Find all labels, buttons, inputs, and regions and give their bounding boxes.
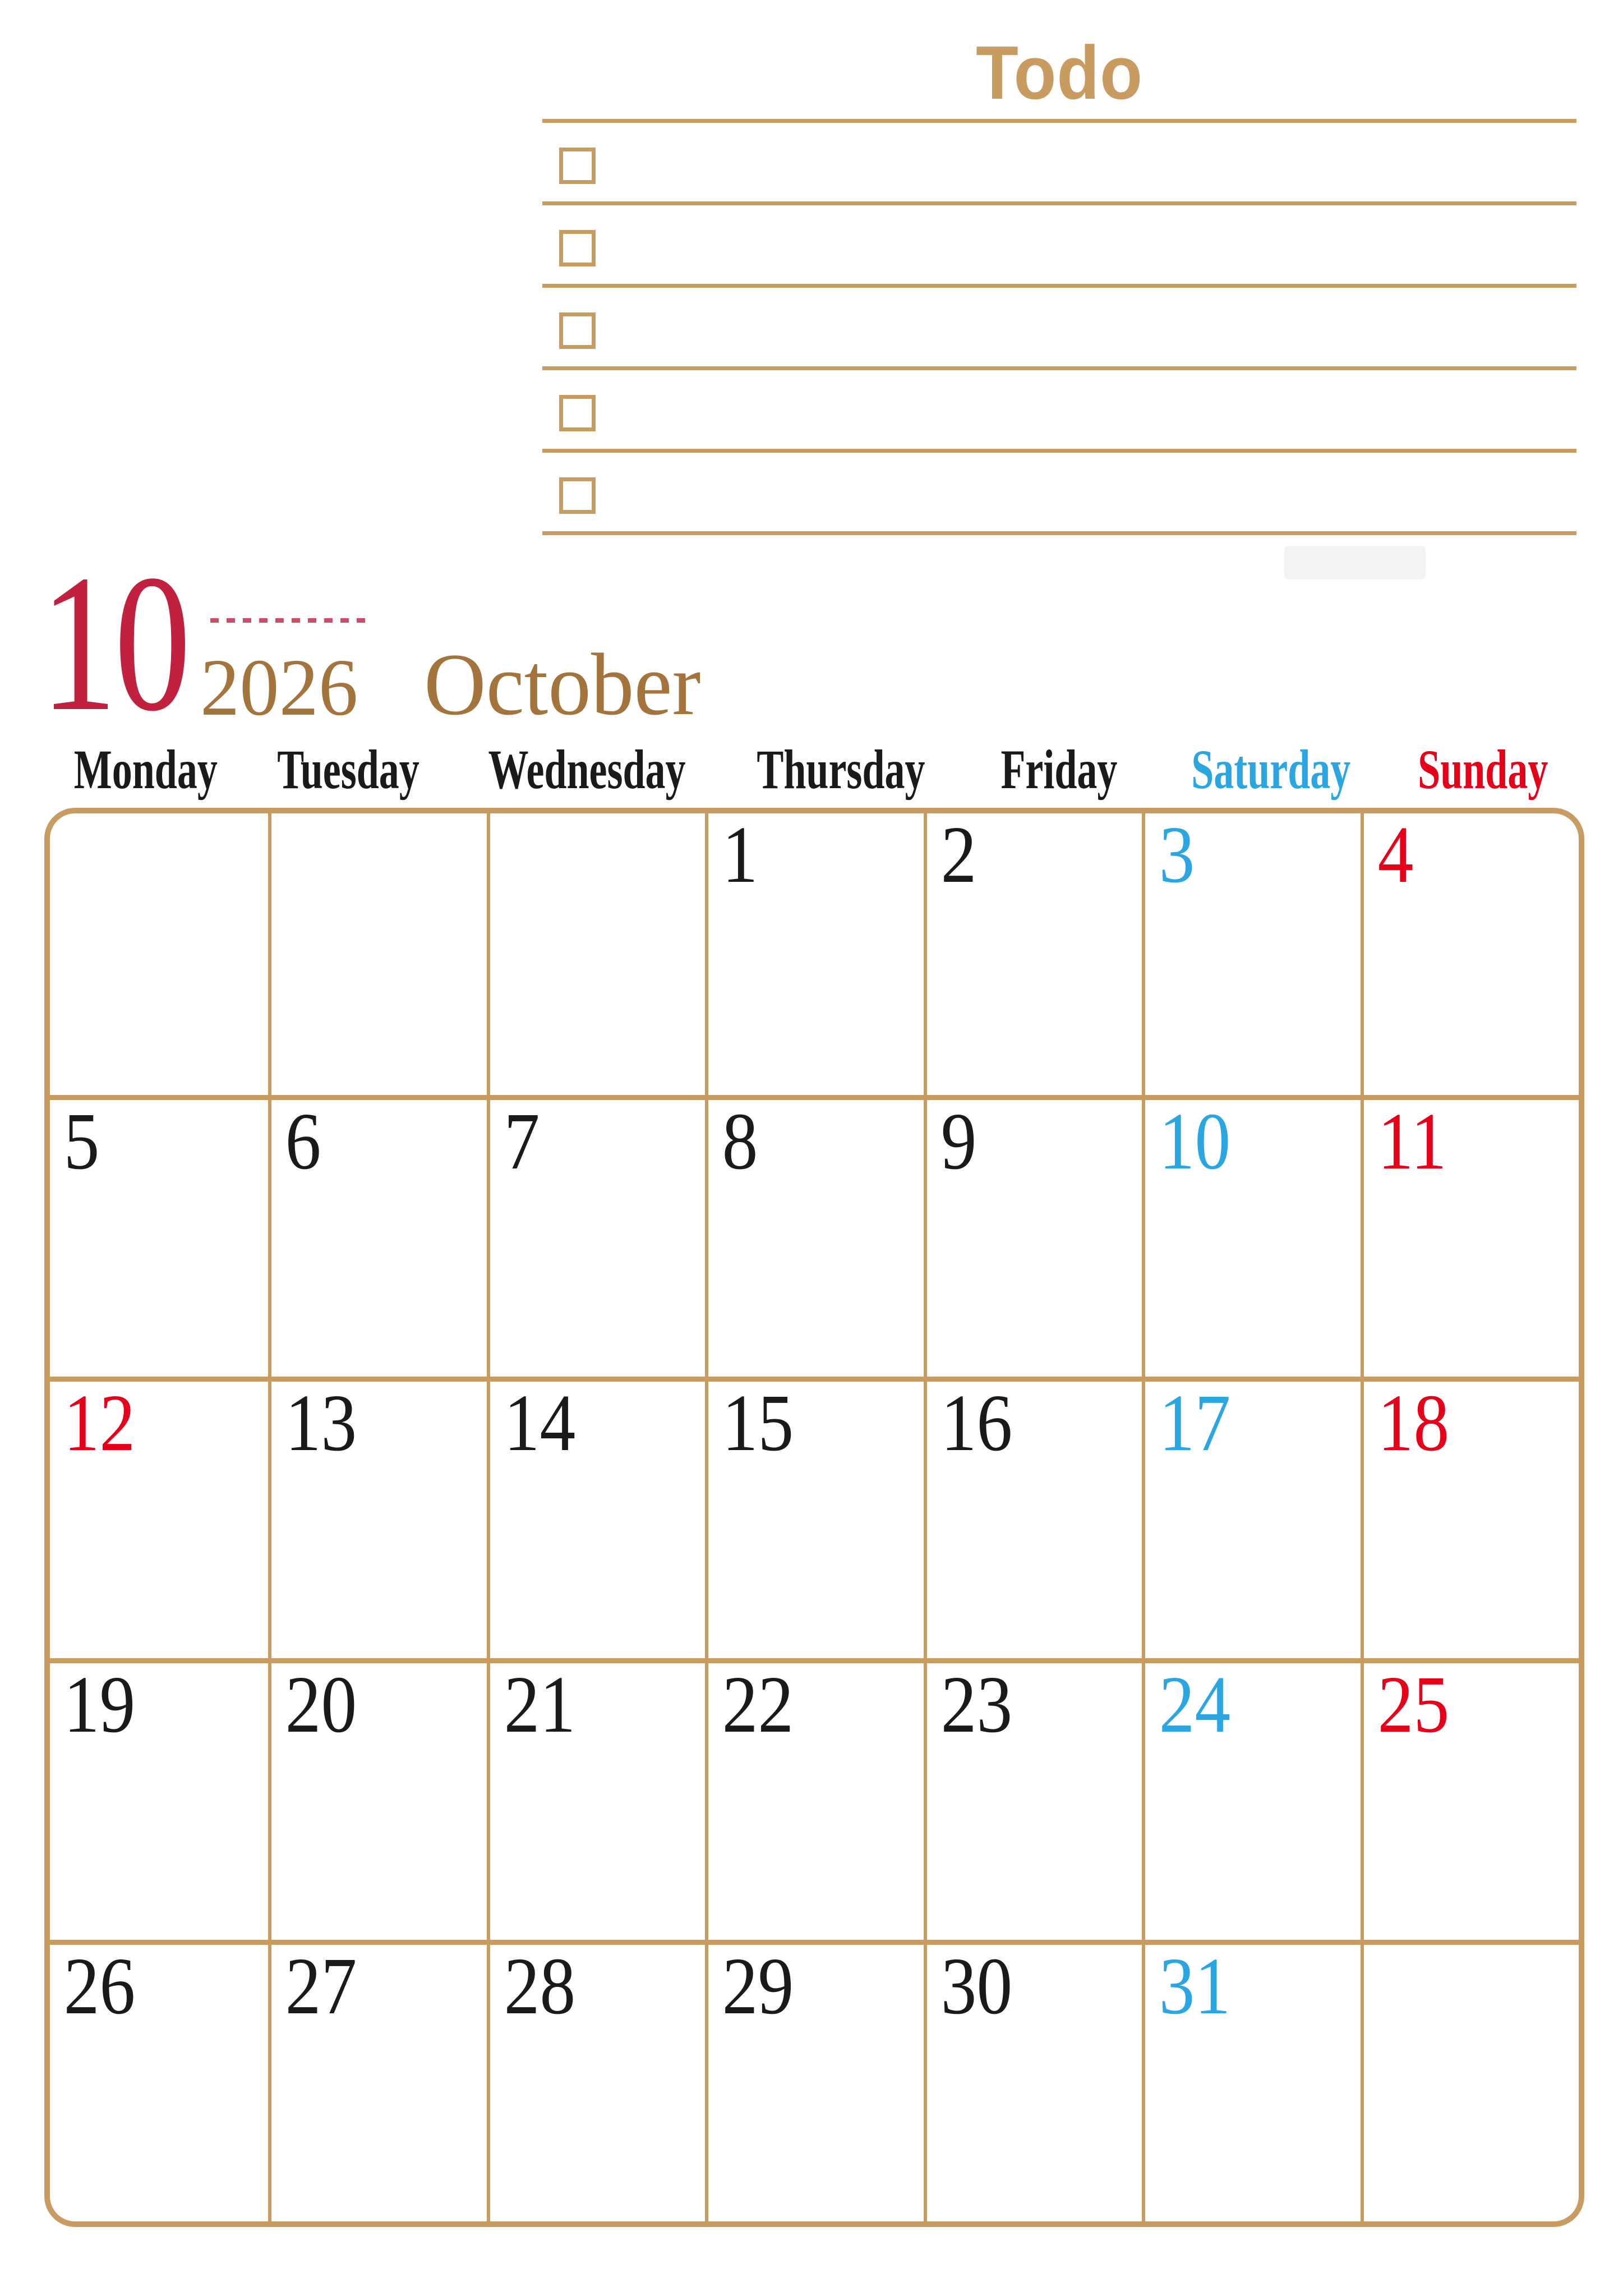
date-number: 1	[722, 810, 758, 900]
date-number: 8	[722, 1097, 758, 1186]
todo-item-line	[542, 284, 1576, 288]
todo-item-line	[542, 201, 1576, 205]
date-number: 31	[1159, 1941, 1231, 2031]
calendar-cell-11	[1361, 1095, 1579, 1377]
date-number: 6	[285, 1097, 321, 1186]
calendar-cell-16	[924, 1377, 1142, 1658]
weekday-header-tuesday	[247, 738, 449, 800]
todo-checkbox[interactable]	[559, 148, 596, 184]
decorative-red-dashes	[210, 618, 370, 623]
calendar-cell-empty	[50, 813, 268, 1095]
todo-item-line	[542, 449, 1576, 453]
weekday-label: Tuesday	[277, 738, 419, 800]
calendar-cell-6	[268, 1095, 486, 1377]
date-number: 20	[285, 1660, 357, 1750]
date-number: 19	[63, 1660, 136, 1750]
date-number: 23	[940, 1660, 1012, 1750]
date-number: 30	[940, 1941, 1012, 2031]
decorative-smudge	[1284, 546, 1426, 579]
date-number: 14	[504, 1378, 576, 1468]
todo-checkbox[interactable]	[559, 395, 596, 431]
date-number: 3	[1159, 810, 1195, 900]
date-number: 7	[504, 1097, 540, 1186]
date-number: 12	[63, 1378, 136, 1468]
date-number: 10	[1159, 1097, 1231, 1186]
date-number: 24	[1159, 1660, 1231, 1750]
weekday-label: Wednesday	[488, 738, 686, 800]
calendar-cell-28	[487, 1940, 705, 2221]
calendar-cell-27	[268, 1940, 486, 2221]
date-number: 5	[63, 1097, 100, 1186]
weekday-header-wednesday	[450, 738, 724, 800]
date-number: 4	[1377, 810, 1414, 900]
weekday-header-monday	[44, 738, 247, 800]
month-number: 10	[40, 534, 188, 752]
weekday-header-row	[44, 738, 1584, 800]
todo-checkbox[interactable]	[559, 230, 596, 266]
calendar-cell-31	[1142, 1940, 1360, 2221]
date-number: 25	[1377, 1660, 1449, 1750]
calendar-cell-15	[705, 1377, 923, 1658]
calendar-cell-25	[1361, 1658, 1579, 1940]
todo-item-line	[542, 531, 1576, 535]
calendar-cell-8	[705, 1095, 923, 1377]
calendar-cell-12	[50, 1377, 268, 1658]
date-number: 21	[504, 1660, 576, 1750]
calendar-cell-17	[1142, 1377, 1360, 1658]
month-year: 2026	[200, 643, 358, 733]
date-number: 13	[285, 1378, 357, 1468]
date-number: 2	[940, 810, 977, 900]
date-number: 17	[1159, 1378, 1231, 1468]
calendar-cell-empty	[1361, 1940, 1579, 2221]
calendar-cell-22	[705, 1658, 923, 1940]
weekday-label: Monday	[73, 738, 218, 800]
calendar-cell-1	[705, 810, 923, 1095]
weekday-label: Saturday	[1191, 738, 1351, 800]
calendar-cell-26	[50, 1940, 268, 2221]
todo-checkbox[interactable]	[559, 312, 596, 349]
todo-divider	[542, 119, 1576, 123]
calendar-cell-10	[1142, 1095, 1360, 1377]
date-number: 18	[1377, 1378, 1449, 1468]
weekday-label: Friday	[1000, 738, 1118, 800]
weekday-label: Sunday	[1418, 738, 1548, 800]
calendar-cell-30	[924, 1940, 1142, 2221]
calendar-cell-19	[50, 1658, 268, 1940]
calendar-cell-29	[705, 1940, 923, 2221]
weekday-header-sunday	[1382, 738, 1584, 800]
calendar-cell-21	[487, 1658, 705, 1940]
month-name: October	[424, 636, 701, 734]
calendar-cell-3	[1142, 810, 1360, 1095]
date-number: 9	[940, 1097, 977, 1186]
calendar-cell-23	[924, 1658, 1142, 1940]
date-number: 29	[722, 1941, 794, 2031]
date-number: 28	[504, 1941, 576, 2031]
calendar-cell-20	[268, 1658, 486, 1940]
date-number: 26	[63, 1941, 136, 2031]
todo-checkbox[interactable]	[559, 477, 596, 514]
date-number: 27	[285, 1941, 357, 2031]
calendar-cell-13	[268, 1377, 486, 1658]
date-number: 16	[940, 1378, 1012, 1468]
todo-title: Todo	[976, 30, 1143, 115]
calendar-grid	[44, 808, 1584, 2227]
calendar-cell-14	[487, 1377, 705, 1658]
date-number: 15	[722, 1378, 794, 1468]
calendar-cell-7	[487, 1095, 705, 1377]
calendar-cell-9	[924, 1095, 1142, 1377]
weekday-label: Thursday	[757, 738, 925, 800]
date-number: 22	[722, 1660, 794, 1750]
todo-item-line	[542, 366, 1576, 370]
weekday-header-friday	[958, 738, 1160, 800]
calendar-cell-24	[1142, 1658, 1360, 1940]
calendar-cell-18	[1361, 1377, 1579, 1658]
weekday-header-saturday	[1160, 738, 1382, 800]
date-number: 11	[1377, 1097, 1447, 1186]
calendar-cell-empty	[268, 813, 486, 1095]
calendar-cell-empty	[487, 813, 705, 1095]
calendar-cell-2	[924, 810, 1142, 1095]
calendar-cell-4	[1361, 810, 1579, 1095]
weekday-header-thursday	[724, 738, 958, 800]
calendar-cell-5	[50, 1095, 268, 1377]
